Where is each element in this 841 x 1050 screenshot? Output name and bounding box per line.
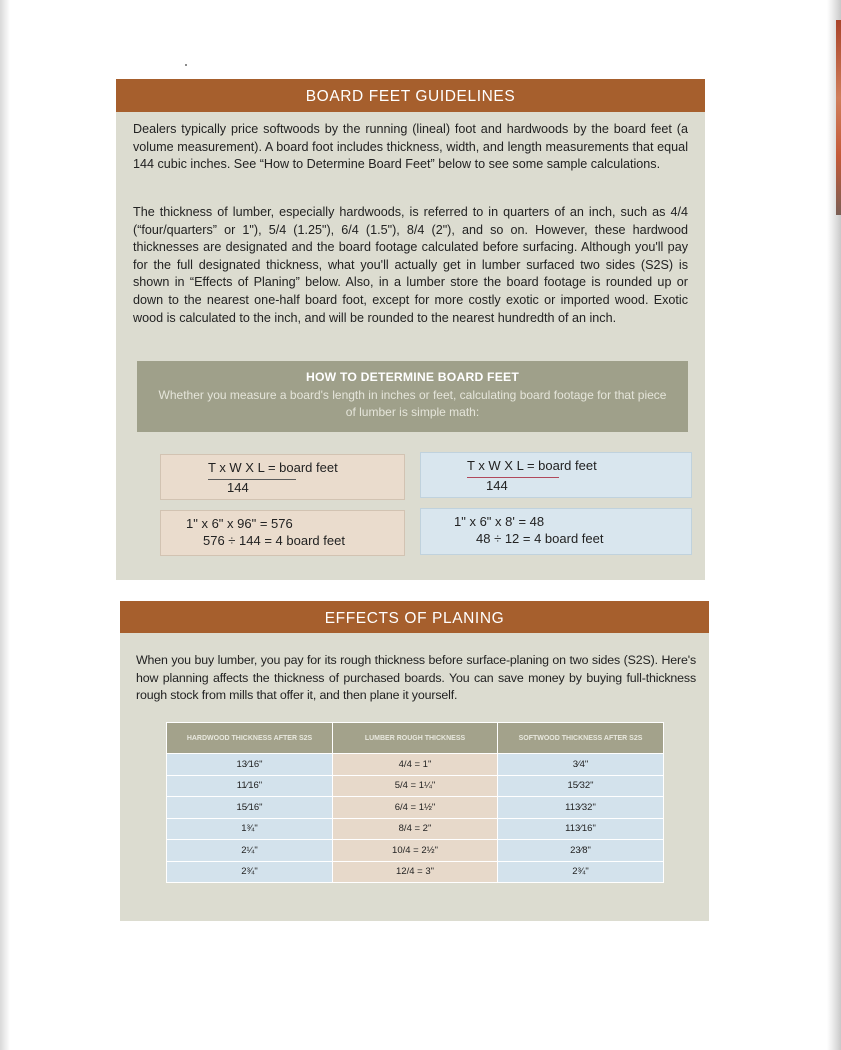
fraction-bar: [467, 477, 559, 478]
fraction-bar: [208, 479, 296, 480]
formula-inches: [160, 454, 405, 500]
hardwood-cell: 2¼": [167, 840, 333, 862]
hardwood-cell: 11⁄16": [167, 775, 333, 797]
lumber-thickness-paragraph: The thickness of lumber, especially hardwoods, is referred to in quarters of an inch, such as 4/4 (“four/quarters” or 1"), 5/4 (1.25"), 6/4 (1.5"), 8/4 (2"), and so on. However, these hardwood thicknesses are designated and the board footage calculated before surfacing. Although you'll pay for the full designated thickness, what you'll actually get in lumber surfaced two sides (S2S) is shown in “Effects of Planing” below. Also, in a lumber store the board footage is rounded up or down to the nearest one-half board foot, except for more costly exotic or imported wood. Exotic wood is calculated to the inch, and will be rounded to the nearest hundredth of an inch.: [133, 205, 688, 325]
softwood-cell: 3⁄4": [498, 754, 664, 776]
column-header-hardwood: HARDWOOD THICKNESS AFTER S2S: [167, 723, 333, 754]
table-row: [167, 861, 664, 883]
speck: [185, 64, 187, 66]
example-inches: [160, 510, 405, 556]
softwood-cell: 113⁄16": [498, 818, 664, 840]
rough-cell: 10/4 = 2½": [333, 840, 498, 862]
page-edge: [827, 0, 841, 1050]
how-to-determine-description: Whether you measure a board's length in inches or feet, calculating board footage for that piece of lumber is simple math:: [158, 388, 667, 419]
column-header-rough: LUMBER ROUGH THICKNESS: [333, 723, 498, 754]
softwood-cell: 15⁄32": [498, 775, 664, 797]
rough-cell: 4/4 = 1": [333, 754, 498, 776]
formula-feet-denominator: 144: [486, 478, 508, 493]
table-row: [167, 754, 664, 776]
example-inches-line1: 1" x 6" x 96" = 576: [186, 516, 293, 531]
page-tab-marker: [836, 20, 841, 215]
example-inches-line2: 576 ÷ 144 = 4 board feet: [203, 533, 345, 548]
rough-cell: 8/4 = 2": [333, 818, 498, 840]
table-row: [167, 818, 664, 840]
example-feet: [420, 508, 692, 555]
formula-inches-denominator: 144: [227, 480, 249, 495]
page-gutter: [0, 0, 10, 1050]
softwood-cell: 23⁄8": [498, 840, 664, 862]
rough-cell: 12/4 = 3": [333, 861, 498, 883]
softwood-cell: 113⁄32": [498, 797, 664, 819]
example-feet-line1: 1" x 6" x 8' = 48: [454, 514, 545, 529]
effects-of-planing-panel: [120, 601, 709, 921]
hardwood-cell: 15⁄16": [167, 797, 333, 819]
hardwood-cell: 1¾": [167, 818, 333, 840]
board-feet-intro-paragraph: Dealers typically price softwoods by the running (lineal) foot and hardwoods by the board feet (a volume measurement). A board foot includes thickness, width, and length measurements that equal 144 cubic inches. See “How to Determine Board Feet” below to see some sample calculations.: [133, 122, 688, 172]
planing-table: [166, 722, 664, 883]
how-to-determine-title: HOW TO DETERMINE BOARD FEET: [305, 370, 520, 384]
rough-cell: 6/4 = 1½": [333, 797, 498, 819]
table-row: [167, 797, 664, 819]
column-header-softwood: SOFTWOOD THICKNESS AFTER S2S: [498, 723, 664, 754]
softwood-cell: 2¾": [498, 861, 664, 883]
effects-of-planing-title: EFFECTS OF PLANING: [120, 601, 709, 633]
table-row: [167, 775, 664, 797]
table-row: [167, 840, 664, 862]
how-to-determine-box: [137, 361, 688, 432]
formula-inches-numerator: T x W X L = board feet: [208, 460, 338, 475]
formula-feet-numerator: T x W X L = board feet: [467, 458, 597, 473]
rough-cell: 5/4 = 1¼": [333, 775, 498, 797]
example-feet-line2: 48 ÷ 12 = 4 board feet: [476, 531, 604, 546]
board-feet-title: BOARD FEET GUIDELINES: [116, 79, 705, 112]
hardwood-cell: 2¾": [167, 861, 333, 883]
board-feet-guidelines-panel: [116, 79, 705, 580]
formula-feet: [420, 452, 692, 498]
table-header-row: [167, 723, 664, 754]
planing-paragraph: When you buy lumber, you pay for its rough thickness before surface-planing on two sides (S2S). Here's how planning affects the thickness of purchased boards. You can save money by buying full-thickness rough stock from mills that offer it, and then plane it yourself.: [136, 653, 696, 702]
hardwood-cell: 13⁄16": [167, 754, 333, 776]
